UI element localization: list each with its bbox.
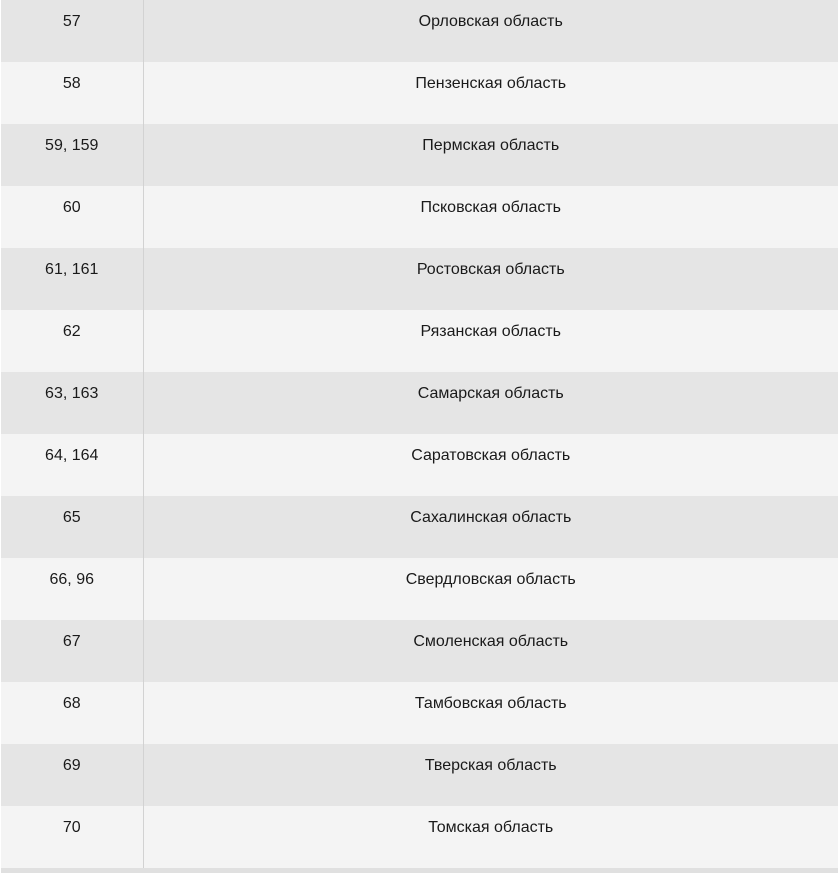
region-code: 61, 161: [45, 261, 99, 278]
region-name-cell: [143, 682, 838, 744]
region-name: Тверская область: [424, 757, 557, 774]
region-code-cell: [1, 310, 143, 372]
table-row: [1, 682, 838, 744]
region-name-cell: [143, 372, 838, 434]
region-code: 66, 96: [49, 571, 94, 588]
table-row: [1, 248, 838, 310]
region-name: Ростовская область: [416, 261, 565, 278]
region-code: 70: [62, 819, 81, 836]
region-code-cell: [1, 248, 143, 310]
region-name: Псковская область: [420, 199, 561, 216]
region-name-cell: [143, 558, 838, 620]
region-code: 60: [62, 199, 81, 216]
region-code-cell: [1, 62, 143, 124]
region-code: 57: [62, 13, 81, 30]
table-row: [1, 0, 838, 62]
region-code: 68: [62, 695, 81, 712]
region-name-cell: [143, 496, 838, 558]
region-code-cell: [1, 496, 143, 558]
region-name-cell: [143, 620, 838, 682]
table-row: [1, 372, 838, 434]
region-code: 69: [62, 757, 81, 774]
region-code: 63, 163: [45, 385, 99, 402]
region-code-cell: [1, 620, 143, 682]
region-name-cell: [143, 248, 838, 310]
region-code: 62: [62, 323, 81, 340]
region-code-cell: [1, 806, 143, 868]
table-row: [1, 558, 838, 620]
table-row: [1, 310, 838, 372]
region-name: Тамбовская область: [414, 695, 567, 712]
region-code-cell: [1, 372, 143, 434]
region-name: Пермская область: [422, 137, 560, 154]
region-name: Саратовская область: [411, 447, 571, 464]
table-row: [1, 124, 838, 186]
table-bottom-edge: [1, 868, 838, 873]
region-name-cell: [143, 806, 838, 868]
table-row: [1, 62, 838, 124]
table-row: [1, 186, 838, 248]
region-name: Самарская область: [417, 385, 564, 402]
region-code-cell: [1, 682, 143, 744]
table-row: [1, 496, 838, 558]
region-code-cell: [1, 744, 143, 806]
region-name-cell: [143, 62, 838, 124]
region-name-cell: [143, 186, 838, 248]
region-name: Смоленская область: [413, 633, 569, 650]
region-name-cell: [143, 0, 838, 62]
region-code: 67: [62, 633, 81, 650]
table-row: [1, 806, 838, 868]
region-code-cell: [1, 124, 143, 186]
region-code: 65: [62, 509, 81, 526]
region-code-cell: [1, 186, 143, 248]
region-name-cell: [143, 124, 838, 186]
region-name-cell: [143, 310, 838, 372]
region-name: Пензенская область: [415, 75, 567, 92]
region-name-cell: [143, 744, 838, 806]
region-name-cell: [143, 434, 838, 496]
region-name: Свердловская область: [405, 571, 576, 588]
table-row: [1, 620, 838, 682]
region-code-cell: [1, 434, 143, 496]
region-codes-table: [1, 0, 838, 868]
region-name: Рязанская область: [420, 323, 561, 340]
region-code: 64, 164: [45, 447, 99, 464]
region-code-cell: [1, 0, 143, 62]
region-name: Орловская область: [418, 13, 563, 30]
region-name: Сахалинская область: [410, 509, 572, 526]
region-name: Томская область: [428, 819, 554, 836]
table-row: [1, 744, 838, 806]
region-code: 59, 159: [45, 137, 99, 154]
table-row: [1, 434, 838, 496]
region-code-cell: [1, 558, 143, 620]
region-code: 58: [62, 75, 81, 92]
region-codes-table-body: [1, 0, 838, 868]
